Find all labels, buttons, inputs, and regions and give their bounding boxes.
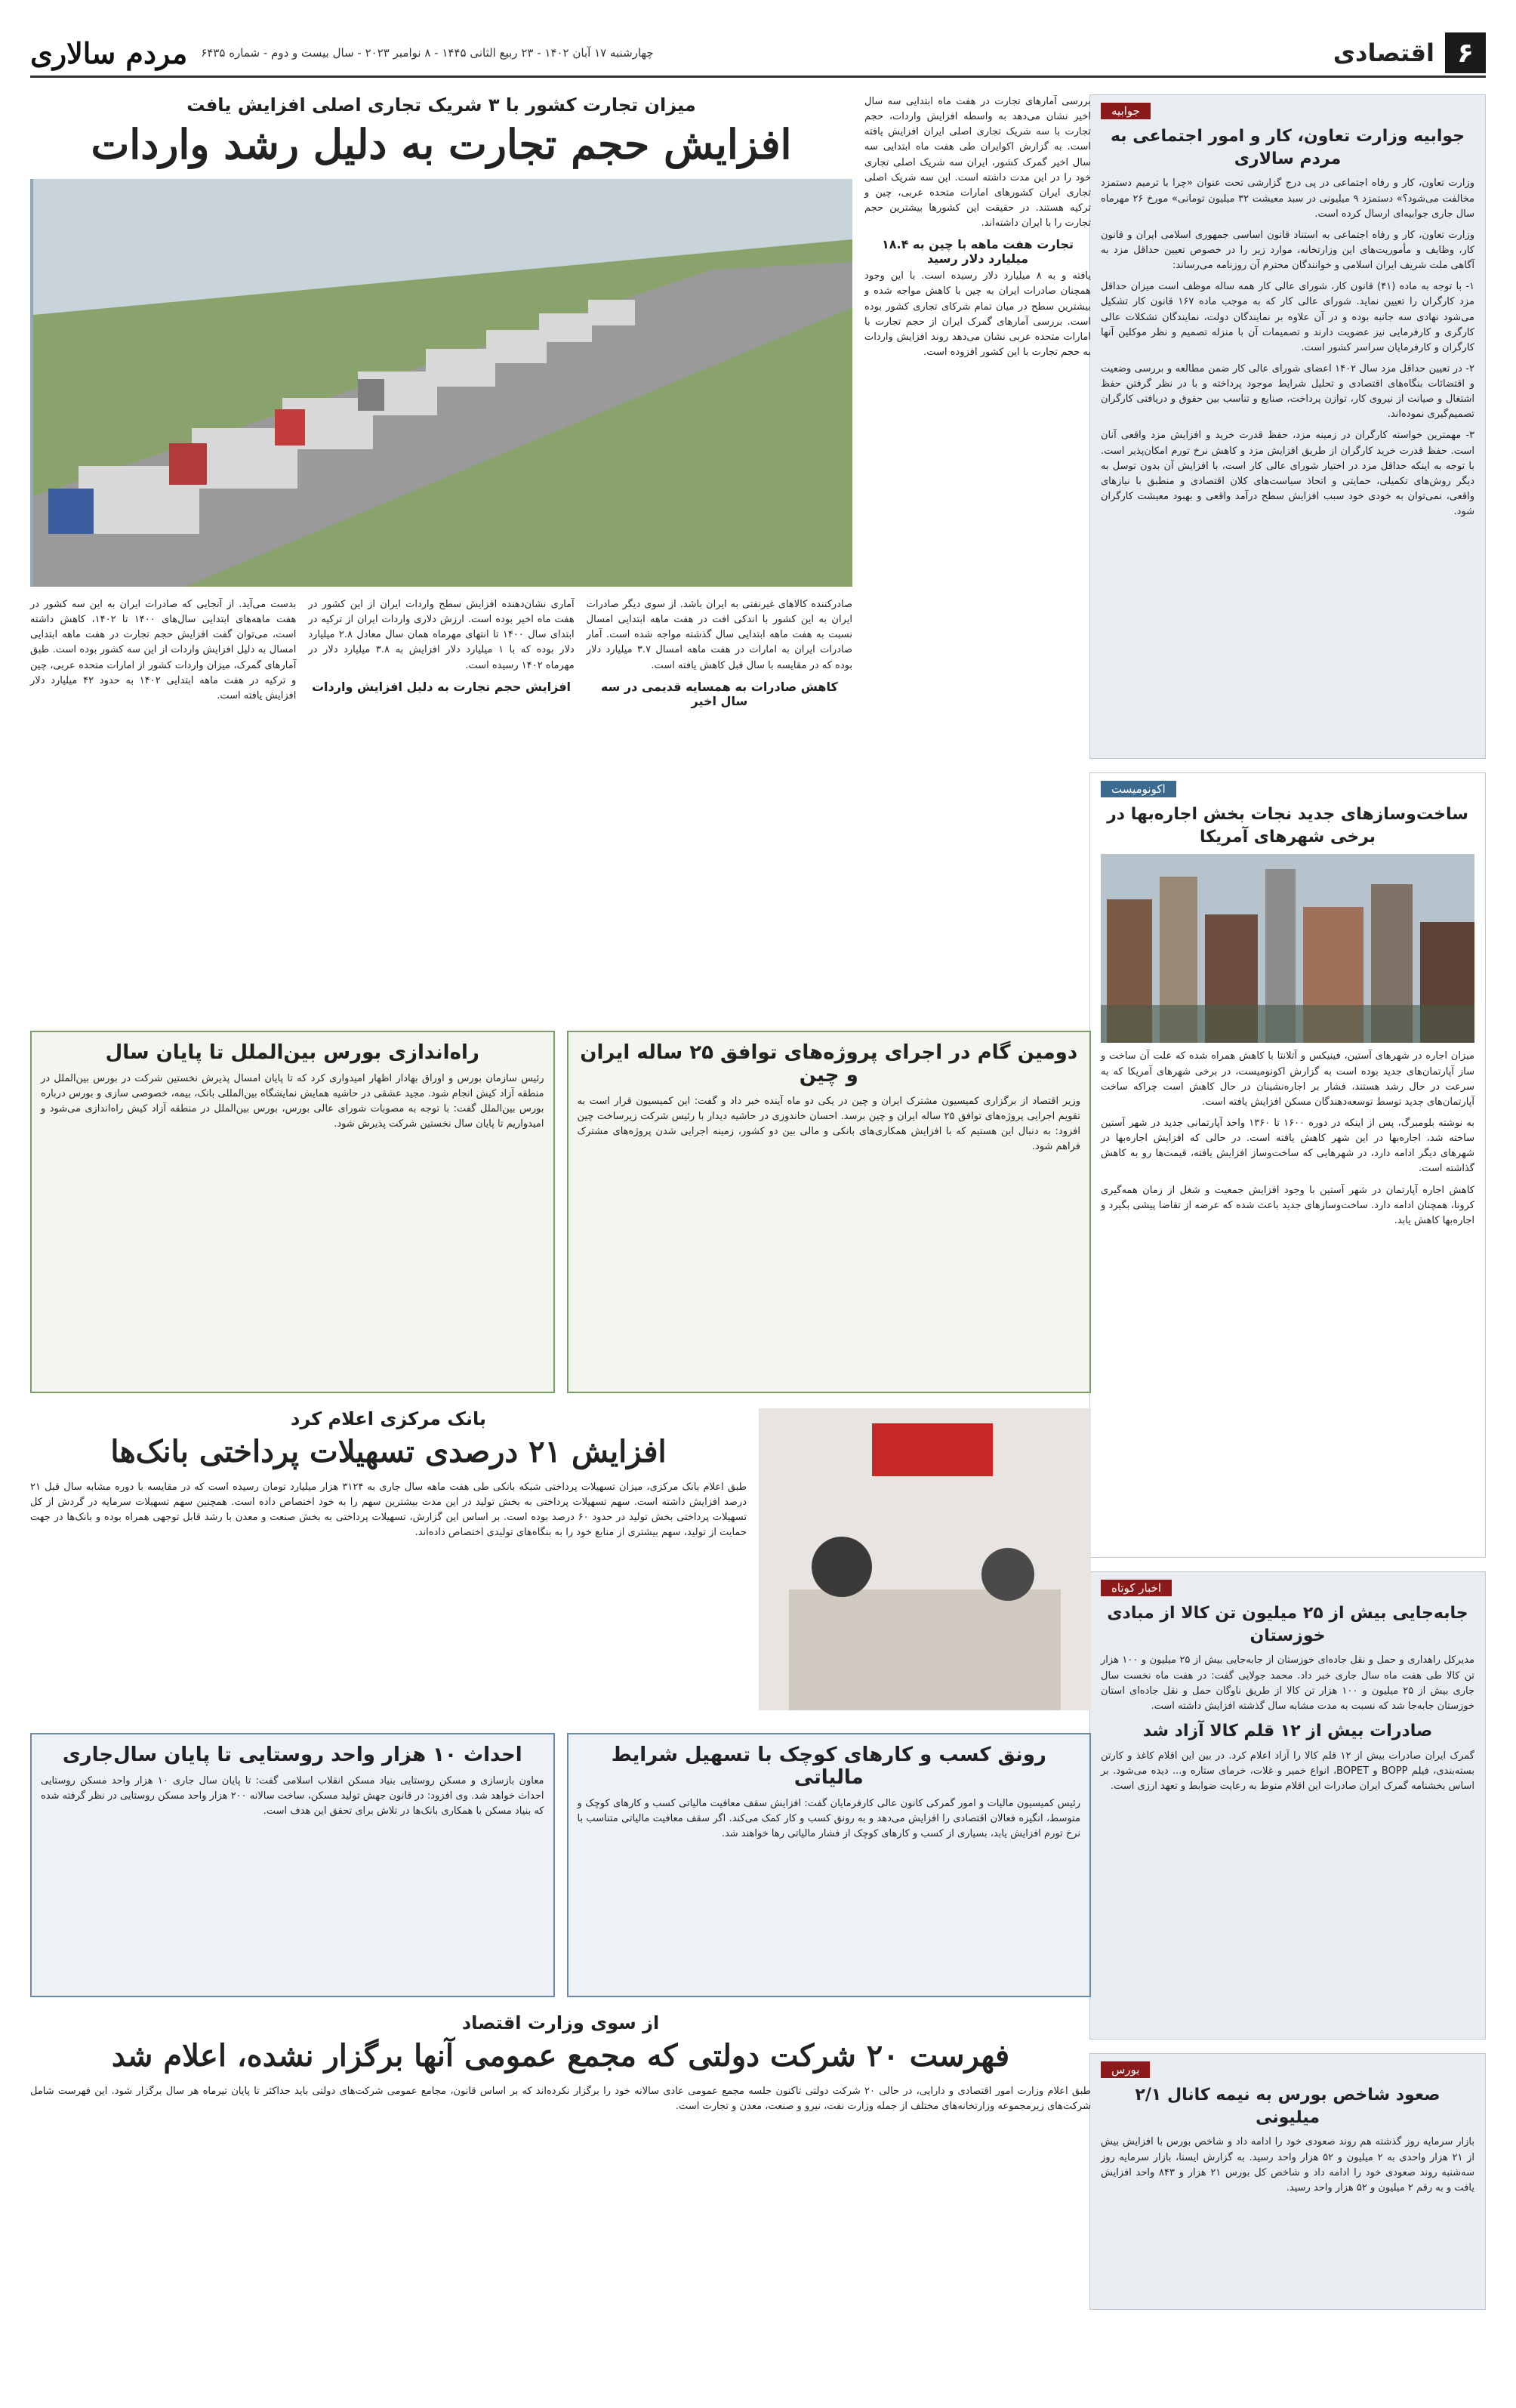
bank-photo-illustration bbox=[759, 1408, 1091, 1710]
sidebar-box-bourse bbox=[1089, 2053, 1486, 2310]
section-title: اقتصادی bbox=[1333, 39, 1434, 67]
tag-label: اخبار کوتاه bbox=[1101, 1580, 1172, 1596]
bank-text-column bbox=[30, 1408, 747, 1725]
bank-headline: افزایش ۲۱ درصدی تسهیلات پرداختی بانک‌ها bbox=[110, 1434, 667, 1469]
bottom-boxes-row bbox=[30, 1733, 1091, 1997]
lead-kicker: میزان تجارت کشور با ۳ شریک تجاری اصلی افزایش یافت bbox=[186, 94, 696, 116]
box-iran-china bbox=[567, 1031, 1092, 1393]
page-number: ۶ bbox=[1445, 32, 1486, 73]
lead-column-text: صادرکننده کالاهای غیرنفتی به ایران باشد. از سوی دیگر صادرات ایران به این کشور با اندکی افت در هفت ماهه ابتدایی امسال نسبت به هفت ماهه ابتدایی سال گذشته مواجه شده است. آمار صادرات ایران به امارات در هفت ماهه امسال ۳.۷ میلیارد دلار بوده که در مقایسه با سال قبل کاهش یافته است. bbox=[586, 599, 852, 671]
footer-headline: فهرست ۲۰ شرکت دولتی که مجمع عمومی آنها برگزار نشده، اعلام شد bbox=[111, 2038, 1010, 2073]
sidebar-box-title: جوابیه وزارت تعاون، کار و امور اجتماعی به مردم سالاری bbox=[1110, 127, 1465, 168]
lead-column-text: آماری نشان‌دهنده افزایش سطح واردات ایران از این کشور در هفت ماه اخیر بوده است. ارزش دلاری واردات ایران از ترکیه در ابتدای سال ۱۴۰۰ تا انتهای مهرماه همان سال معادل ۲.۸ میلیارد دلار بوده که با ۱ میلیارد دلار افزایش به ۳.۸ میلیارد دلار در مهرماه ۱۴۰۲ رسیده است. bbox=[308, 599, 575, 671]
box-text: وزیر اقتصاد از برگزاری کمیسیون مشترک ایران و چین در یکی دو ماه آینده خبر داد و گفت: این کمیسیون قرار است به تقویم اجرایی پروژه‌های توافق ۲۵ ساله ایران و چین برسد. احسان خاندوزی در حاشیه دیدار با رئیس شرکت زیرساخت چین افزود: به دنبال این هستیم که با افزایش همکاری‌های بانکی و مالی بین دو کشور، زمینه اجرایی شدن پروژه‌های مشترک فراهم شود. bbox=[577, 1096, 1080, 1153]
trucks-photo-illustration bbox=[33, 179, 852, 587]
paper-logo: مردم سالاری bbox=[30, 35, 188, 70]
sidebar-box-title: جابه‌جایی بیش از ۲۵ میلیون تن کالا از مبادی خوزستان bbox=[1107, 1604, 1468, 1645]
lead-subheading: افزایش حجم تجارت به دلیل افزایش واردات bbox=[311, 679, 572, 694]
masthead bbox=[30, 30, 1486, 78]
sidebar-box-title-2: صادرات بیش از ۱۲ قلم کالا آزاد شد bbox=[1142, 1721, 1433, 1740]
paragraph: به نوشته بلومبرگ، پس از اینکه در دوره ۱۶۰۰ تا ۱۳۶۰ واحد آپارتمانی جدید در شهر آستین ساخته شد، اجاره‌بها در این شهر کاهش یافته است. در حالی که افزایش اجاره‌بها در شهرهای دیگر ادامه دارد، در شهرهایی که ساخت‌وساز افزایش یافته، قیمت‌ها رو به کاهش گذاشته است. bbox=[1101, 1117, 1475, 1175]
box-title: احداث ۱۰ هزار واحد روستایی تا پایان سال‌جاری bbox=[62, 1744, 522, 1766]
box-small-business bbox=[567, 1733, 1092, 1997]
bank-photo bbox=[759, 1408, 1091, 1710]
paper-info bbox=[30, 36, 654, 70]
box-title: دومین گام در اجرای پروژه‌های توافق ۲۵ ساله ایران و چین bbox=[580, 1041, 1078, 1087]
tag-label: جوابیه bbox=[1101, 103, 1151, 119]
page-number-block bbox=[1333, 32, 1486, 73]
bank-text: طبق اعلام بانک مرکزی، میزان تسهیلات پرداختی شبکه بانکی طی هفت ماهه سال جاری به ۳۱۲۴ هزار میلیارد تومان رسیده است که در مقایسه با دوره مشابه سال قبل ۲۱ درصد افزایش داشته است. سهم تسهیلات پرداختی به بخش تولید در این مدت بیشترین سهم را به خود اختصاص داده است. همچنین سهم تسهیلات سرمایه در گردش از کل تسهیلات پرداختی بخش تولید در حدود ۶۰ درصد بوده است. بر اساس این گزارش، تسهیلات پرداختی به بخش صنعت و معدن با رشد قابل توجهی همراه بوده و بانک‌ها در جهت حمایت از تولید، سهم بیشتری از منابع خود را به بنگاه‌های تولیدی اختصاص داده‌اند. bbox=[30, 1481, 747, 1539]
lead-subheading: کاهش صادرات به همسایه قدیمی در سه سال اخیر bbox=[600, 679, 838, 708]
main-area bbox=[30, 94, 1091, 2114]
lead-headline: افزایش حجم تجارت به دلیل رشد واردات bbox=[91, 120, 792, 168]
lead-column bbox=[587, 597, 852, 711]
box-text: معاون بازسازی و مسکن روستایی بنیاد مسکن انقلاب اسلامی گفت: تا پایان سال جاری ۱۰ هزار واحد مسکن روستایی احداث خواهد شد. وی افزود: در قانون جهش تولید مسکن، ساخت سالانه ۲۰۰ هزار واحد مسکن روستایی در نظر گرفته شده که بنیاد مسکن با همکاری بانک‌ها در تلاش برای تحقق این هدف است. bbox=[41, 1775, 544, 1818]
sidebar-box-economist bbox=[1089, 772, 1486, 1558]
city-photo bbox=[1101, 854, 1474, 1043]
paragraph: ۳- مهمترین خواسته کارگران در زمینه مزد، حفظ قدرت خرید و افزایش مزد واقعی آنان است. حفظ قدرت خرید کارگران از طریق افزایش مزد و کاهش نرخ تورم امکان‌پذیر است. با توجه به اینکه حداقل مزد در اختیار شورای عالی کار است، با افزایش آن بدون توسل به دیگر روش‌های تکمیلی، حمایتی و اتحاذ سیاست‌های کلان اقتصادی و منطبق با نیازهای واقعی، نمی‌توان به خودی خود سبب افزایش سطح درآمد واقعی و بهبود معیشت کارگران شود. bbox=[1101, 430, 1474, 518]
framed-boxes-row bbox=[30, 1031, 1091, 1393]
bank-article bbox=[30, 1408, 1091, 1725]
box-text: رئیس کمیسیون مالیات و امور گمرکی کانون عالی کارفرمایان گفت: افزایش سقف معافیت مالیاتی کسب و کارهای کوچک و متوسط، انگیزه فعالان اقتصادی را افزایش می‌دهد و به رونق کسب و کار کمک می‌کند. اگر سقف معافیت مالیاتی متناسب با نرخ تورم افزایش یابد، بسیاری از کسب و کارهای کوچک از فشار مالیاتی رها خواهند شد. bbox=[577, 1798, 1080, 1840]
paragraph: کاهش اجاره آپارتمان در شهر آستین با وجود افزایش جمعیت و شغل از زمان همه‌گیری کرونا، همچنان ادامه دارد. ساخت‌وسازهای جدید باعث شده که عرضه از تقاضا پیشی بگیرد و اجاره‌بها کاهش یابد. bbox=[1101, 1184, 1474, 1226]
paragraph: میزان اجاره در شهرهای آستین، فینیکس و آتلانتا با کاهش همراه شده که علت آن ساخت و ساز آپارتمان‌های جدید بوده است به گزارش اکونومیست، در برخی شهرهای آمریکا که به سرعت در حال رشد هستند، فشار بر اجاره‌نشینان در حال کاهش است چراکه ساخت آپارتمان‌های جدید توسط توسعه‌دهندگان مسکن افزایش یافته است. bbox=[1101, 1050, 1474, 1108]
sidebar-box-title: صعود شاخص بورس به نیمه کانال ۲/۱ میلیونی bbox=[1135, 2086, 1441, 2127]
tag-label: اکونومیست bbox=[1101, 781, 1176, 797]
box-title: رونق کسب و کارهای کوچک با تسهیل شرایط مالیاتی bbox=[611, 1744, 1046, 1789]
lead-article bbox=[30, 94, 1091, 1023]
issue-info: چهارشنبه ۱۷ آبان ۱۴۰۲ - ۲۳ ربیع الثانی ۱۴۴۵ - ۸ نوامبر ۲۰۲۳ - سال بیست و دوم - شماره ۶۴۳۵ bbox=[201, 46, 654, 60]
lead-main-column bbox=[30, 94, 852, 1023]
sidebar-box-title: ساخت‌وسازهای جدید نجات بخش اجاره‌بها در برخی شهرهای آمریکا bbox=[1107, 805, 1468, 846]
trucks-photo bbox=[30, 179, 852, 587]
sidebar-box-reply bbox=[1089, 94, 1486, 759]
lead-columns bbox=[30, 597, 852, 711]
lead-intro-text: بررسی آمارهای تجارت در هفت ماه ابتدایی سه سال اخیر نشان می‌دهد به واسطه افزایش واردات، حجم تجارت با سه شریک تجاری اصلی ایران افزایش یافته است. به گزارش اکوایران طی هفت ماه ابتدایی سه سال اخیر گمرک کشور، ایران سه شریک اصلی تجاری خود را در این مدت داشته است. این سه شریک اصلی تجاری ایران کشورهای امارات متحده عربی، چین و ترکیه هستند. در حقیقت این کشورها بیشترین حجم تجارت را با ایران داشته‌اند. bbox=[864, 96, 1091, 230]
paragraph: ۱- با توجه به ماده (۴۱) قانون کار، شورای عالی کار همه ساله موظف است میزان حداقل مزد کارگران را تعیین نماید. شورای عالی کار که به موجب ماده ۱۶۷ قانون کار تشکیل می‌شود نهادی سه جانبه بوده و در آن علاوه بر نمایندگان دولت، نمایندگان تشکلات عالی کارگری و کارفرمایی نیز عضویت دارند و تصمیمات آن با منزله تصمیم و نظر موکلین آنها کارگران و کارفرمایان سراسر کشور است. bbox=[1101, 281, 1474, 353]
paragraph: بازار سرمایه روز گذشته هم روند صعودی خود را ادامه داد و شاخص بورس با افزایش بیش از ۲۱ هزار واحدی به ۲ میلیون و ۵۲ هزار واحد رسید. به گزارش ایسنا، بازار سرمایه روز سه‌شنبه روند صعودی خود را ادامه داد و شاخص کل بورس ۲۱ هزار و ۸۴۳ واحد افزایش یافت و به رقم ۲ میلیون و ۵۲ هزار واحد رسید. bbox=[1101, 2136, 1474, 2194]
box-rural-housing bbox=[30, 1733, 555, 1997]
lead-column-text: بدست می‌آید. از آنجایی که صادرات ایران به این سه کشور در هفت ماهه‌های ابتدایی سال‌های ۱۴۰۰ تا ۱۴۰۲، کاهش داشته است، می‌توان گفت افزایش حجم تجارت در هفت ماهه ابتدایی امسال به دلیل افزایش واردات از این سه کشور بوده است. طبق آمارهای گمرک، میزان واردات کشور از امارات متحده عربی، چین و ترکیه در هفت ماهه ابتدایی ۱۴۰۲ به حدود ۴۲ میلیارد دلار افزایش یافته است. bbox=[30, 599, 297, 701]
paragraph: وزارت تعاون، کار و رفاه اجتماعی در پی درج گزارشی تحت عنوان «چرا با ترمیم دستمزد مخالفت می‌شود؟» دستمزد ۹ میلیونی در سبد معیشت ۳۲ میلیون تومانی» مورخ ۲۶ مهرماه سال جاری جوابیه‌ای ارسال کرده است. bbox=[1101, 177, 1475, 220]
tag-label: بورس bbox=[1101, 2061, 1150, 2078]
footer-kicker: از سوی وزارت اقتصاد bbox=[461, 2012, 660, 2033]
sidebar bbox=[1089, 94, 1486, 2337]
box-title: راه‌اندازی بورس بین‌الملل تا پایان سال bbox=[105, 1041, 479, 1064]
lead-intro-column bbox=[864, 94, 1091, 1023]
paragraph: وزارت تعاون، کار و رفاه اجتماعی به استناد قانون اساسی جمهوری اسلامی ایران و قانون کار، وظایف و مأموریت‌های این وزارتخانه، موارد زیر را در خصوص تعیین حداقل مزد به آگاهی ملت شریف ایران اسلامی و خوانندگان محترم آن روزنامه می‌رساند: bbox=[1101, 229, 1474, 272]
lead-subheading: تجارت هفت ماهه با چین به ۱۸.۴ میلیارد دلار رسید bbox=[881, 237, 1074, 267]
box-text: رئیس سازمان بورس و اوراق بهادار اظهار امیدواری کرد که تا پایان امسال پذیرش نخستین شرکت در بورس بین‌الملل در منطقه آزاد کیش انجام شود. مجید عشقی در حاشیه همایش نمایشگاه بین‌المللی بانک، بیمه، خصوصی سازی و بورس درباره بورس بین‌الملل گفت: با توجه به مصوبات شورای عالی بورس، بورس بین‌الملل در منطقه آزاد کیش راه‌اندازی می‌شود و امیدواریم تا پایان سال نخستین شرکت پذیرش شود. bbox=[41, 1073, 544, 1130]
paragraph: ۲- در تعیین حداقل مزد سال ۱۴۰۲ اعضای شورای عالی کار ضمن مطالعه و بررسی وضعیت و اقتضائات بنگاه‌های اقتصادی و تحلیل شرایط موجود پرداخته و با در نظر گرفتن حفظ اشتغال و صیانت از نیروی کار، توازن پرداخت، صنایع و تناسب بین حقوق و دریافتی کارگران تصمیم‌گیری نموده‌اند. bbox=[1101, 362, 1474, 421]
paragraph: گمرک ایران صادرات بیش از ۱۲ قلم کالا را آزاد اعلام کرد. در بین این اقلام کاغذ و کارتن بسته‌بندی، فیلم BOPP و BOPET، انواع خمیر و غلات، خرمای ستاره و... دیده می‌شود. بر اساس بخشنامه گمرک ایران صادرات این اقلام منوط به رعایت ضوابط و تعهد ارزی است. bbox=[1101, 1750, 1474, 1792]
lead-column bbox=[30, 597, 296, 711]
sidebar-box-short-news bbox=[1089, 1571, 1486, 2040]
footer-text: طبق اعلام وزارت امور اقتصادی و دارایی، در حالی ۲۰ شرکت دولتی تاکنون جلسه مجمع عمومی عادی سالانه خود را برگزار نکرده‌اند که بر اساس قانون، مجامع عمومی شرکت‌های دولتی باید حداکثر تا پایان تیرماه هر سال برگزار شود. این فهرست شامل شرکت‌های زیرمجموعه وزارتخانه‌های مختلف از جمله وزارت نفت، نیرو و صنعت، معدن و تجارت است. bbox=[30, 2086, 1091, 2113]
bank-kicker: بانک مرکزی اعلام کرد bbox=[291, 1408, 486, 1429]
paragraph: مدیرکل راهداری و حمل و نقل جاده‌ای خوزستان از جابه‌جایی بیش از ۲۵ میلیون و ۱۰۰ هزار تن کالا طی هفت ماه سال جاری خبر داد. محمد جولایی گفت: در هفت ماه نخست سال جاری بیش از ۲۵ میلیون و ۱۰۰ هزار تن کالا از طریق ناوگان حمل و نقل جاده‌ای استان خوزستان جابه‌جا شد که نسبت به مدت مشابه سال گذشته افزایش داشته است. bbox=[1101, 1654, 1474, 1712]
lead-intro-text-2: یافته و به ۸ میلیارد دلار رسیده است. با این وجود همچنان صادرات ایران به چین با کاهش مواجه شده و بیشترین سطح در میان تمام شرکای تجاری کشور بوده است. بررسی آمارهای گمرک ایران از حجم تجارت با امارات متحده عربی نشان می‌دهد روند افزایش واردات به حجم تجارت با این کشور افزوده است. bbox=[864, 270, 1092, 358]
city-photo-illustration bbox=[1101, 854, 1474, 1043]
footer-article bbox=[30, 2012, 1091, 2114]
box-bourse bbox=[30, 1031, 555, 1393]
lead-column bbox=[308, 597, 574, 711]
